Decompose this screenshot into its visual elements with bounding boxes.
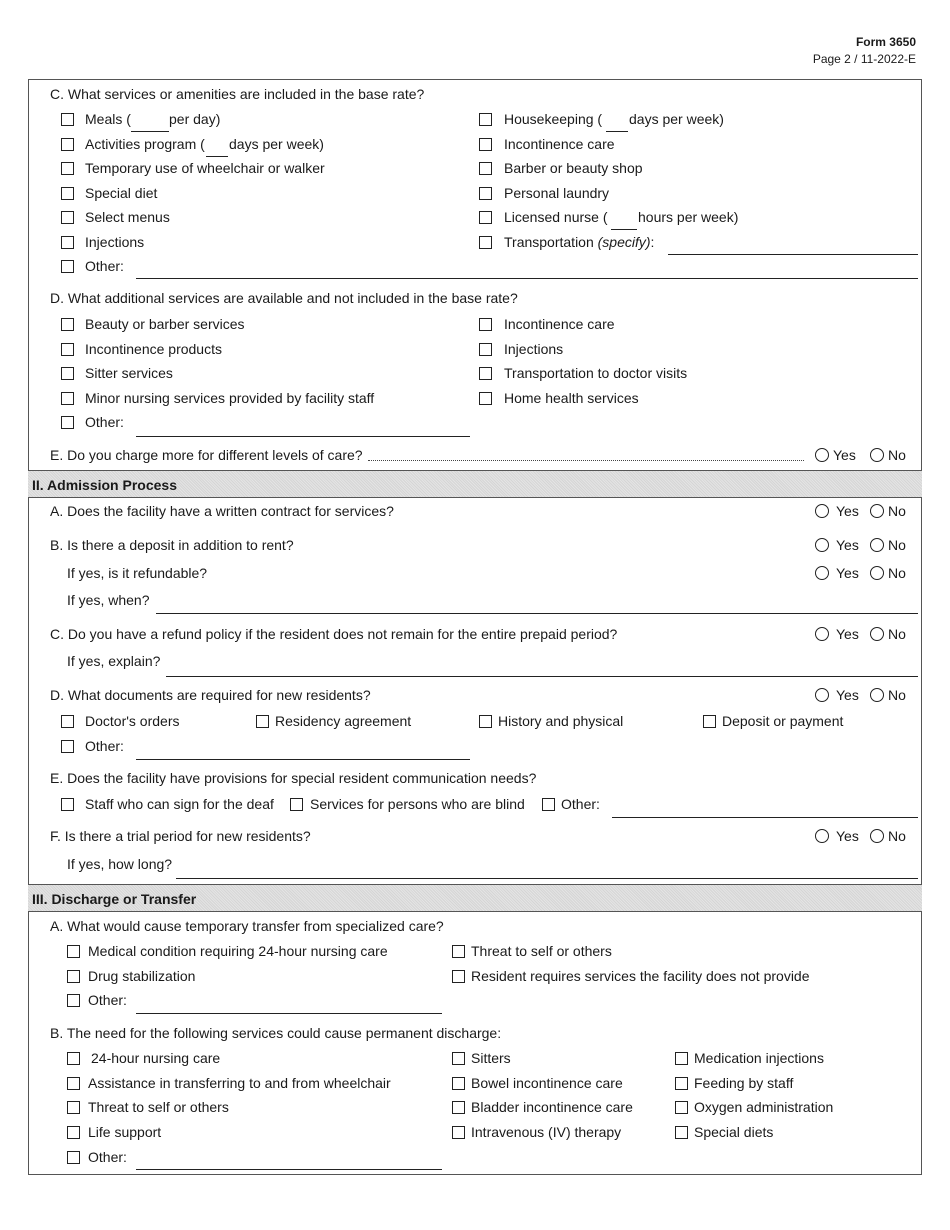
injections-d-label: Injections [504,341,564,357]
yes-label: Yes [836,503,859,519]
drug-stabilization-checkbox[interactable] [67,970,80,983]
question-refund-policy: C. Do you have a refund policy if the resident does not remain for the entire prepaid period? [50,626,618,642]
other-discharge-field[interactable] [136,1169,442,1170]
licensed-nurse-label-suffix: hours per week) [638,209,739,225]
bowel-incontinence-label: Bowel incontinence care [471,1075,623,1091]
life-support-checkbox[interactable] [67,1126,80,1139]
other-documents-field[interactable] [136,759,470,760]
home-health-label: Home health services [504,390,639,406]
no-label: No [888,565,906,581]
threat-self-discharge-checkbox[interactable] [67,1101,80,1114]
injections-label: Injections [85,234,145,250]
other-c-checkbox[interactable] [61,260,74,273]
threat-self-transfer-label: Threat to self or others [471,943,612,959]
activities-label: Activities program ( [85,136,205,152]
sitters-label: Sitters [471,1050,511,1066]
feeding-staff-label: Feeding by staff [694,1075,794,1091]
leader-dots [368,460,804,461]
licensed-nurse-checkbox[interactable] [479,211,492,224]
sign-deaf-checkbox[interactable] [61,798,74,811]
wheelchair-transfer-checkbox[interactable] [67,1077,80,1090]
barber-checkbox[interactable] [479,162,492,175]
medication-injections-checkbox[interactable] [675,1052,688,1065]
threat-self-transfer-checkbox[interactable] [452,945,465,958]
refundable-no-radio[interactable] [870,566,884,580]
nurse-hours-field[interactable] [611,229,637,230]
incontinence-care-d-label: Incontinence care [504,316,615,332]
discharge-section-header [28,884,922,912]
other-communication-label: Other: [561,796,600,812]
wheelchair-transfer-label: Assistance in transferring to and from wheelchair [88,1075,391,1091]
sitters-checkbox[interactable] [452,1052,465,1065]
no-label: No [888,626,906,642]
transportation-specify-field[interactable] [668,254,918,255]
form-number: Form 3650 [855,35,916,49]
question-d-additional-services: D. What additional services are available and not included in the base rate? [50,290,518,306]
question-written-contract: A. Does the facility have a written contract for services? [50,503,394,519]
documents-no-radio[interactable] [870,688,884,702]
injections-checkbox[interactable] [61,236,74,249]
deposit-no-radio[interactable] [870,538,884,552]
incontinence-products-label: Incontinence products [85,341,222,357]
trial-no-radio[interactable] [870,829,884,843]
barber-label: Barber or beauty shop [504,160,643,176]
history-physical-checkbox[interactable] [479,715,492,728]
refund-explain-field[interactable] [166,676,918,677]
blind-services-label: Services for persons who are blind [310,796,525,812]
minor-nursing-checkbox[interactable] [61,392,74,405]
blind-services-checkbox[interactable] [290,798,303,811]
threat-self-discharge-label: Threat to self or others [88,1099,229,1115]
life-support-label: Life support [88,1124,162,1140]
housekeeping-days-field[interactable] [606,131,628,132]
other-documents-label: Other: [85,738,124,754]
nursing-24hr-label: 24-hour nursing care [91,1050,221,1066]
page-number: Page 2 / 11-2022-E [812,52,916,66]
feeding-staff-checkbox[interactable] [675,1077,688,1090]
question-permanent-discharge: B. The need for the following services could cause permanent discharge: [50,1025,502,1041]
meals-per-day-field[interactable] [131,131,169,132]
discharge-section-title: III. Discharge or Transfer [32,891,197,907]
sitter-services-label: Sitter services [85,365,173,381]
refund-policy-no-radio[interactable] [870,627,884,641]
bowel-incontinence-checkbox[interactable] [452,1077,465,1090]
special-diet-checkbox[interactable] [61,187,74,200]
transport-doctor-checkbox[interactable] [479,367,492,380]
question-required-documents: D. What documents are required for new residents? [50,687,371,703]
housekeeping-label: Housekeeping ( [504,111,603,127]
other-discharge-checkbox[interactable] [67,1151,80,1164]
other-d-checkbox[interactable] [61,416,74,429]
meals-checkbox[interactable] [61,113,74,126]
incontinence-products-checkbox[interactable] [61,343,74,356]
documents-yes-radio[interactable] [815,688,829,702]
sign-deaf-label: Staff who can sign for the deaf [85,796,274,812]
admission-section-title: II. Admission Process [32,477,177,493]
minor-nursing-label: Minor nursing services provided by facility staff [85,390,375,406]
doctors-orders-label: Doctor's orders [85,713,180,729]
incontinence-care-checkbox[interactable] [479,138,492,151]
question-c-included-services: C. What services or amenities are included in the base rate? [50,86,425,102]
refundable-yes-radio[interactable] [815,566,829,580]
iv-therapy-checkbox[interactable] [452,1126,465,1139]
question-refundable: If yes, is it refundable? [67,565,208,581]
wheelchair-label: Temporary use of wheelchair or walker [85,160,325,176]
refund-when-field[interactable] [156,613,918,614]
deposit-payment-checkbox[interactable] [703,715,716,728]
deposit-yes-radio[interactable] [815,538,829,552]
contract-yes-radio[interactable] [815,504,829,518]
bladder-incontinence-label: Bladder incontinence care [471,1099,633,1115]
meals-label-suffix: per day) [169,111,221,127]
iv-therapy-label: Intravenous (IV) therapy [471,1124,622,1140]
other-documents-checkbox[interactable] [61,740,74,753]
other-c-field[interactable] [136,278,918,279]
refund-when-label: If yes, when? [67,592,150,608]
activities-days-field[interactable] [206,156,228,157]
other-d-field[interactable] [136,436,470,437]
select-menus-label: Select menus [85,209,170,225]
meals-label: Meals ( [85,111,131,127]
admission-section-header [28,470,922,498]
levels-care-no-radio[interactable] [870,448,884,462]
contract-no-radio[interactable] [870,504,884,518]
trial-howlong-label: If yes, how long? [67,856,173,872]
transport-doctor-label: Transportation to doctor visits [504,365,688,381]
residency-agreement-checkbox[interactable] [256,715,269,728]
other-transfer-label: Other: [88,992,127,1008]
transportation-checkbox[interactable] [479,236,492,249]
housekeeping-label-suffix: days per week) [629,111,724,127]
question-e-levels-of-care: E. Do you charge more for different levels of care? [50,447,363,463]
services-not-provided-checkbox[interactable] [452,970,465,983]
medication-injections-label: Medication injections [694,1050,824,1066]
drug-stabilization-label: Drug stabilization [88,968,196,984]
incontinence-care-label: Incontinence care [504,136,615,152]
no-label: No [888,537,906,553]
other-d-label: Other: [85,414,124,430]
incontinence-care-d-checkbox[interactable] [479,318,492,331]
wheelchair-checkbox[interactable] [61,162,74,175]
other-communication-field[interactable] [612,817,918,818]
beauty-barber-label: Beauty or barber services [85,316,245,332]
refund-policy-yes-radio[interactable] [815,627,829,641]
trial-yes-radio[interactable] [815,829,829,843]
question-temporary-transfer: A. What would cause temporary transfer from specialized care? [50,918,444,934]
licensed-nurse-label: Licensed nurse ( [504,209,608,225]
activities-checkbox[interactable] [61,138,74,151]
laundry-checkbox[interactable] [479,187,492,200]
special-diet-label: Special diet [85,185,158,201]
no-label: No [888,828,906,844]
no-label: No [888,503,906,519]
refund-explain-label: If yes, explain? [67,653,161,669]
injections-d-checkbox[interactable] [479,343,492,356]
activities-label-suffix: days per week) [229,136,324,152]
deposit-payment-label: Deposit or payment [722,713,844,729]
housekeeping-checkbox[interactable] [479,113,492,126]
trial-howlong-field[interactable] [176,878,918,879]
select-menus-checkbox[interactable] [61,211,74,224]
no-label: No [888,447,906,463]
home-health-checkbox[interactable] [479,392,492,405]
levels-care-yes-radio[interactable] [815,448,829,462]
history-physical-label: History and physical [498,713,624,729]
beauty-barber-checkbox[interactable] [61,318,74,331]
other-transfer-checkbox[interactable] [67,994,80,1007]
bladder-incontinence-checkbox[interactable] [452,1101,465,1114]
services-not-provided-label: Resident requires services the facility does not provide [471,968,810,984]
question-communication-needs: E. Does the facility have provisions for special resident communication needs? [50,770,537,786]
residency-agreement-label: Residency agreement [275,713,412,729]
laundry-label: Personal laundry [504,185,610,201]
yes-label: Yes [836,565,859,581]
other-transfer-field[interactable] [136,1013,442,1014]
yes-label: Yes [836,687,859,703]
transportation-label: Transportation (specify): [504,234,655,250]
yes-label: Yes [836,828,859,844]
special-diets-label: Special diets [694,1124,774,1140]
other-c-label: Other: [85,258,124,274]
yes-label: Yes [836,537,859,553]
question-deposit: B. Is there a deposit in addition to rent? [50,537,294,553]
sitter-services-checkbox[interactable] [61,367,74,380]
yes-label: Yes [836,626,859,642]
medical-condition-label: Medical condition requiring 24-hour nursing care [88,943,388,959]
doctors-orders-checkbox[interactable] [61,715,74,728]
question-trial-period: F. Is there a trial period for new residents? [50,828,311,844]
nursing-24hr-checkbox[interactable] [67,1052,80,1065]
no-label: No [888,687,906,703]
special-diets-checkbox[interactable] [675,1126,688,1139]
other-discharge-label: Other: [88,1149,127,1165]
oxygen-label: Oxygen administration [694,1099,834,1115]
yes-label: Yes [833,447,856,463]
medical-condition-checkbox[interactable] [67,945,80,958]
oxygen-checkbox[interactable] [675,1101,688,1114]
other-communication-checkbox[interactable] [542,798,555,811]
